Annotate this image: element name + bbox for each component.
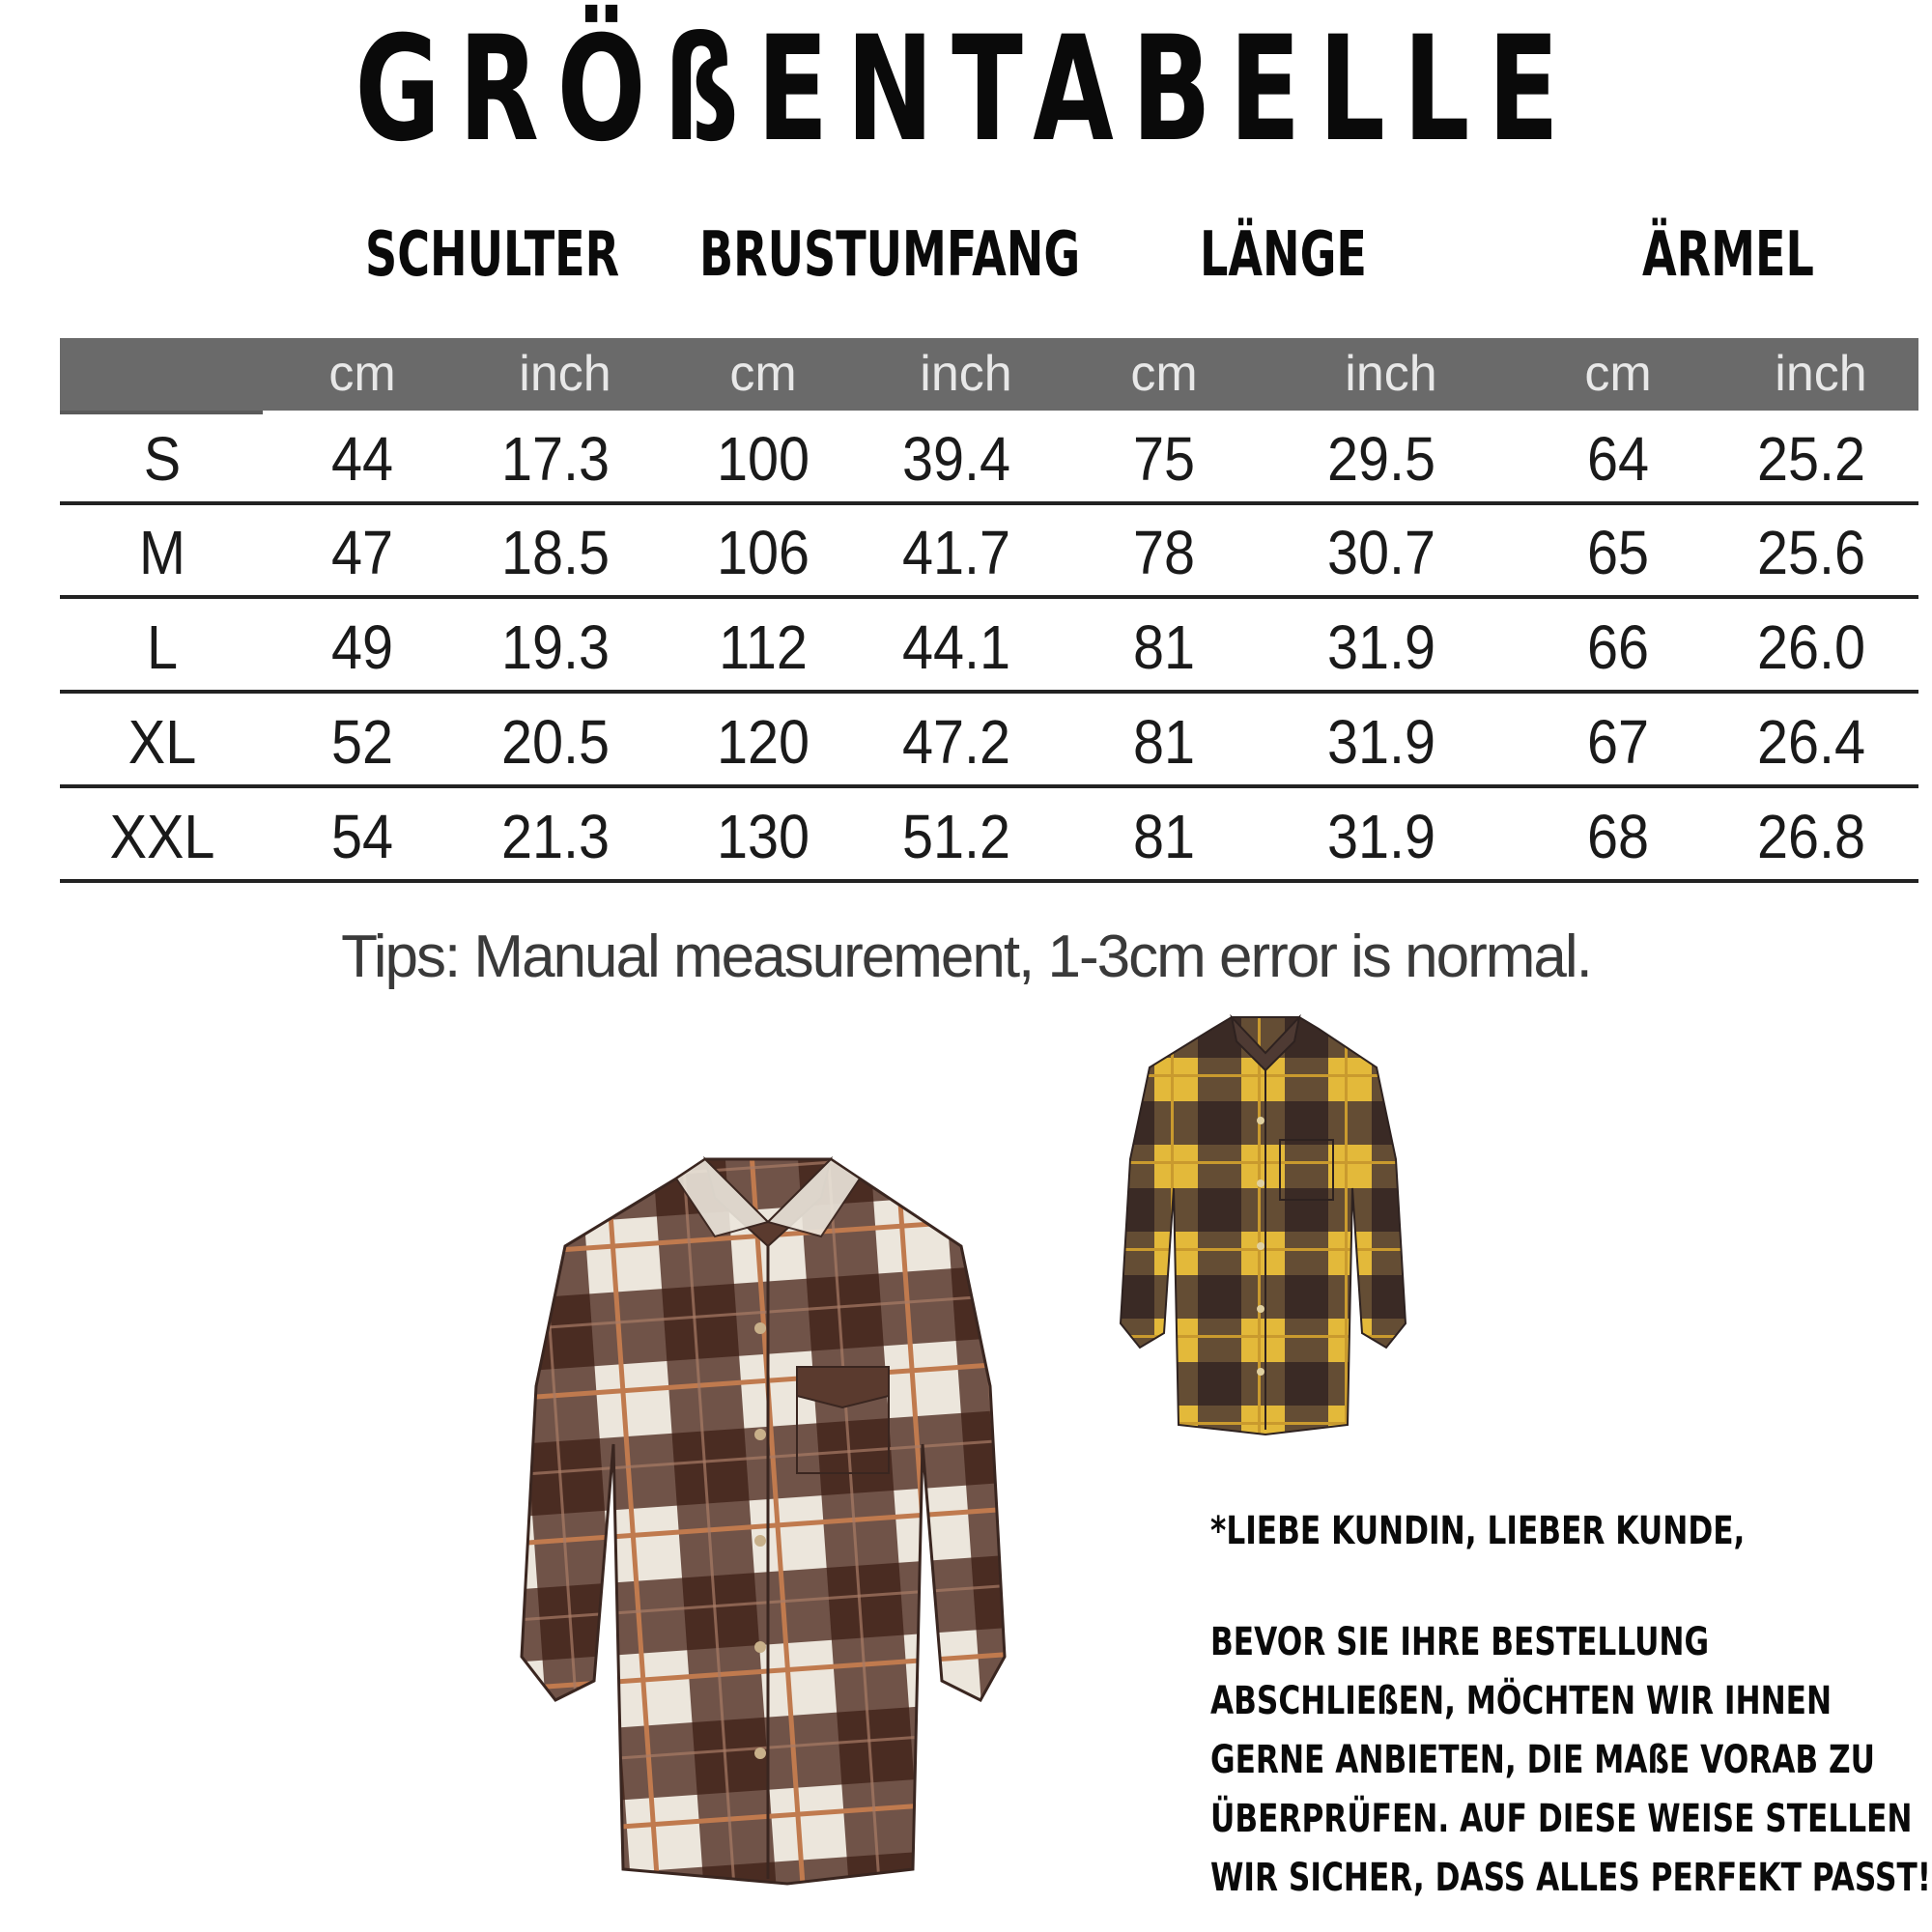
table-cell: 78 [1132, 518, 1196, 587]
table-cell: 67 [1586, 707, 1650, 777]
table-cell: 44 [330, 424, 394, 494]
table-row [60, 601, 1918, 694]
table-cell: 68 [1586, 802, 1650, 871]
measurement-tip: Tips: Manual measurement, 1-3cm error is normal. [341, 923, 1591, 990]
table-cell: 44.1 [901, 612, 1011, 682]
unit-header-row [60, 338, 1918, 411]
table-cell: 75 [1132, 424, 1196, 494]
table-cell: 29.5 [1326, 424, 1436, 494]
note-line: BEVOR SIE IHRE BESTELLUNG [1210, 1620, 1710, 1664]
unit-label: cm [328, 346, 396, 402]
column-header-laenge: LÄNGE [1200, 219, 1367, 291]
table-cell: 25.6 [1756, 518, 1866, 587]
note-line: WIR SICHER, DASS ALLES PERFEKT PASST! [1210, 1856, 1931, 1900]
unit-label: inch [1345, 346, 1437, 402]
column-header-aermel: ÄRMEL [1642, 219, 1814, 291]
table-cell: 100 [716, 424, 810, 494]
table-row [60, 412, 1918, 505]
row-divider [60, 501, 1918, 505]
table-cell: 26.4 [1756, 707, 1866, 777]
unit-label: cm [1584, 346, 1652, 402]
size-label: XL [128, 707, 197, 777]
unit-label: inch [519, 346, 611, 402]
unit-label: cm [1130, 346, 1198, 402]
table-cell: 51.2 [901, 802, 1011, 871]
table-cell: 39.4 [901, 424, 1011, 494]
table-cell: 81 [1132, 707, 1196, 777]
table-cell: 26.8 [1756, 802, 1866, 871]
customer-note [1210, 1502, 1931, 1908]
page-title: GRÖßENTABELLE [355, 6, 1577, 174]
table-cell: 25.2 [1756, 424, 1866, 494]
table-cell: 64 [1586, 424, 1650, 494]
table-cell: 47.2 [901, 707, 1011, 777]
table-cell: 18.5 [500, 518, 611, 587]
unit-label: inch [920, 346, 1012, 402]
size-label: XXL [109, 802, 215, 871]
size-label: S [143, 424, 182, 494]
table-cell: 31.9 [1326, 707, 1436, 777]
table-cell: 49 [330, 612, 394, 682]
table-row [60, 790, 1918, 883]
table-cell: 47 [330, 518, 394, 587]
table-cell: 21.3 [500, 802, 611, 871]
table-cell: 20.5 [500, 707, 611, 777]
table-cell: 120 [716, 707, 810, 777]
table-cell: 26.0 [1756, 612, 1866, 682]
note-line: ÜBERPRÜFEN. AUF DIESE WEISE STELLEN [1210, 1797, 1913, 1841]
table-cell: 112 [719, 612, 808, 682]
size-label: M [139, 518, 185, 587]
table-cell: 31.9 [1326, 802, 1436, 871]
table-cell: 41.7 [901, 518, 1011, 587]
row-divider [60, 690, 1918, 694]
table-row [60, 506, 1918, 599]
table-cell: 65 [1586, 518, 1650, 587]
column-header-brustumfang: BRUSTUMFANG [699, 219, 1081, 291]
table-cell: 81 [1132, 802, 1196, 871]
table-cell: 81 [1132, 612, 1196, 682]
table-cell: 52 [330, 707, 394, 777]
yellow-plaid-shirt-image [1111, 1014, 1415, 1439]
table-cell: 17.3 [500, 424, 611, 494]
row-divider [60, 879, 1918, 883]
table-cell: 30.7 [1326, 518, 1436, 587]
unit-label: cm [729, 346, 797, 402]
table-cell: 66 [1586, 612, 1650, 682]
table-cell: 130 [716, 802, 810, 871]
note-line: ABSCHLIEßEN, MÖCHTEN WIR IHNEN [1210, 1679, 1833, 1723]
row-divider [60, 595, 1918, 599]
table-cell: 19.3 [500, 612, 611, 682]
unit-label: inch [1775, 346, 1867, 402]
table-row [60, 696, 1918, 788]
brown-plaid-shirt-image [507, 1154, 1019, 1889]
row-divider [60, 784, 1918, 788]
size-label: L [146, 612, 179, 682]
table-cell: 54 [330, 802, 394, 871]
note-greeting: *LIEBE KUNDIN, LIEBER KUNDE, [1210, 1509, 1746, 1553]
column-header-schulter: SCHULTER [365, 219, 620, 291]
table-cell: 31.9 [1326, 612, 1436, 682]
table-cell: 106 [716, 518, 810, 587]
note-line: GERNE ANBIETEN, DIE MAßE VORAB ZU [1210, 1738, 1876, 1782]
